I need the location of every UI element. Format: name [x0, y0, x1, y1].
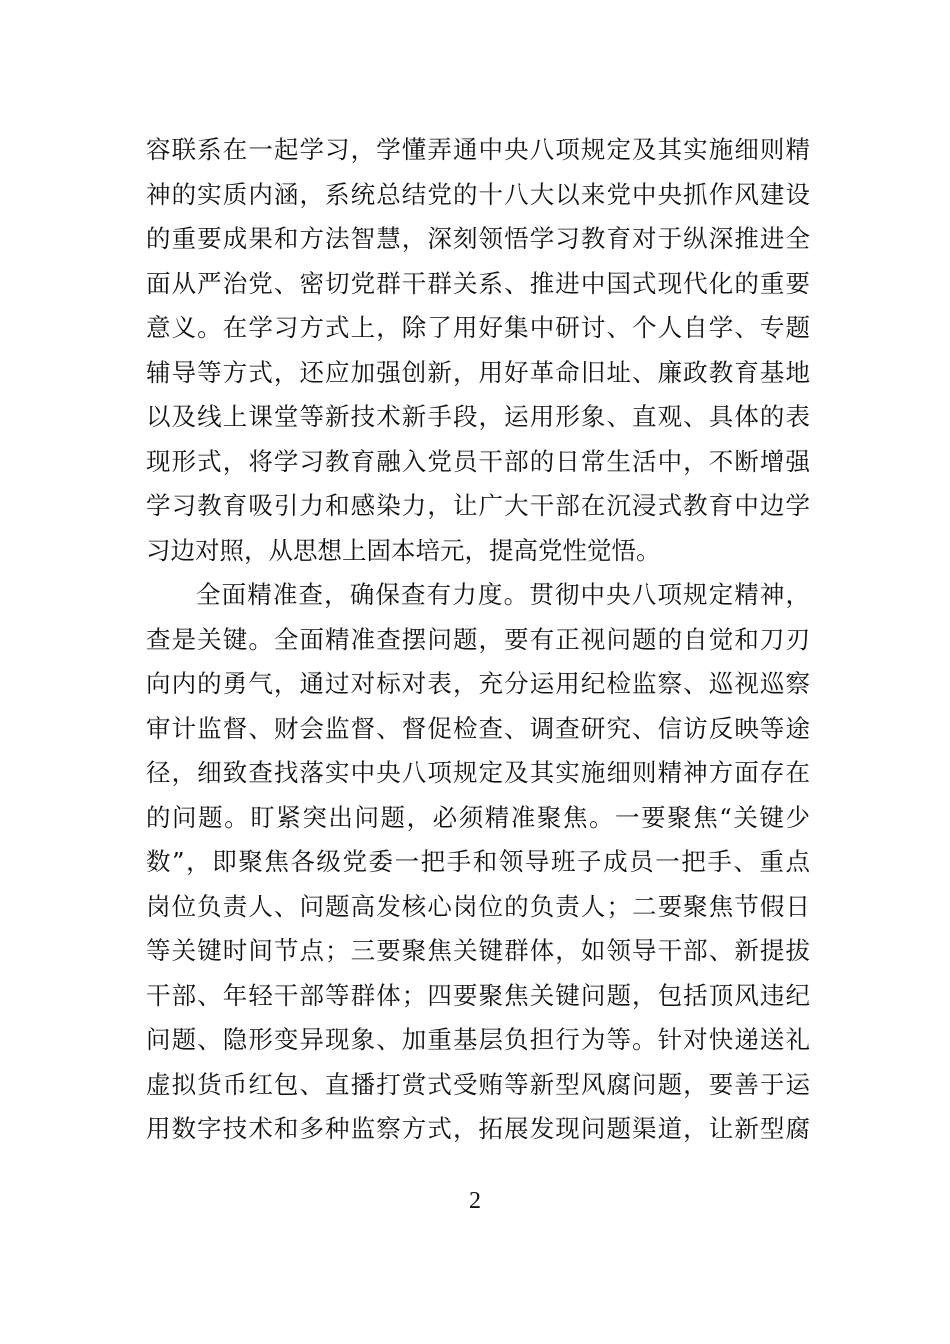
paragraph-2: [146, 573, 810, 1152]
text-line: 辅导等方式，还应加强创新，用好革命旧址、廉政教育基地: [146, 357, 810, 387]
page-number: 2: [469, 1188, 481, 1214]
text-line: 数”，即聚焦各级党委一把手和领导班子成员一把手、重点: [146, 847, 810, 876]
text-line: 习边对照，从思想上固本培元，提高党性觉悟。: [146, 535, 661, 565]
text-line: 以及线上课堂等新技术新手段，运用形象、直观、具体的表: [146, 402, 810, 431]
text-line: 审计监督、财会监督、督促检查、调查研究、信访反映等途: [146, 713, 810, 743]
text-line: 全面精准查，确保查有力度。贯彻中央八项规定精神，: [196, 580, 810, 609]
text-line: 用数字技术和多种监察方式，拓展发现问题渠道，让新型腐: [146, 1114, 810, 1143]
text-line: 岗位负责人、问题高发核心岗位的负责人；二要聚焦节假日: [146, 891, 810, 921]
paragraph-1: [146, 128, 810, 573]
body-text: [146, 128, 810, 1152]
text-line: 查是关键。全面精准查摆问题，要有正视问题的自觉和刀刃: [146, 624, 810, 654]
text-line: 现形式，将学习教育融入党员干部的日常生活中，不断增强: [146, 446, 810, 476]
text-line: 问题、隐形变异现象、加重基层负担行为等。针对快递送礼: [146, 1025, 810, 1054]
text-line: 干部、年轻干部等群体；四要聚焦关键问题，包括顶风违纪: [146, 980, 810, 1010]
text-line: 学习教育吸引力和感染力，让广大干部在沉浸式教育中边学: [146, 491, 810, 520]
text-line: 神的实质内涵，系统总结党的十八大以来党中央抓作风建设: [146, 179, 810, 209]
text-line: 的重要成果和方法智慧，深刻领悟学习教育对于纵深推进全: [146, 224, 810, 253]
text-line: 意义。在学习方式上，除了用好集中研讨、个人自学、专题: [146, 313, 810, 342]
text-line: 虚拟货币红包、直播打赏式受贿等新型风腐问题，要善于运: [146, 1069, 810, 1099]
text-line: 容联系在一起学习，学懂弄通中央八项规定及其实施细则精: [146, 135, 810, 164]
text-line: 的问题。盯紧突出问题，必须精准聚焦。一要聚焦“关键少: [146, 802, 810, 832]
text-line: 面从严治党、密切党群干群关系、推进中国式现代化的重要: [146, 268, 810, 298]
text-line: 径，细致查找落实中央八项规定及其实施细则精神方面存在: [146, 758, 810, 787]
text-line: 向内的勇气，通过对标对表，充分运用纪检监察、巡视巡察: [146, 669, 810, 698]
text-line: 等关键时间节点；三要聚焦关键群体，如领导干部、新提拔: [146, 936, 810, 965]
